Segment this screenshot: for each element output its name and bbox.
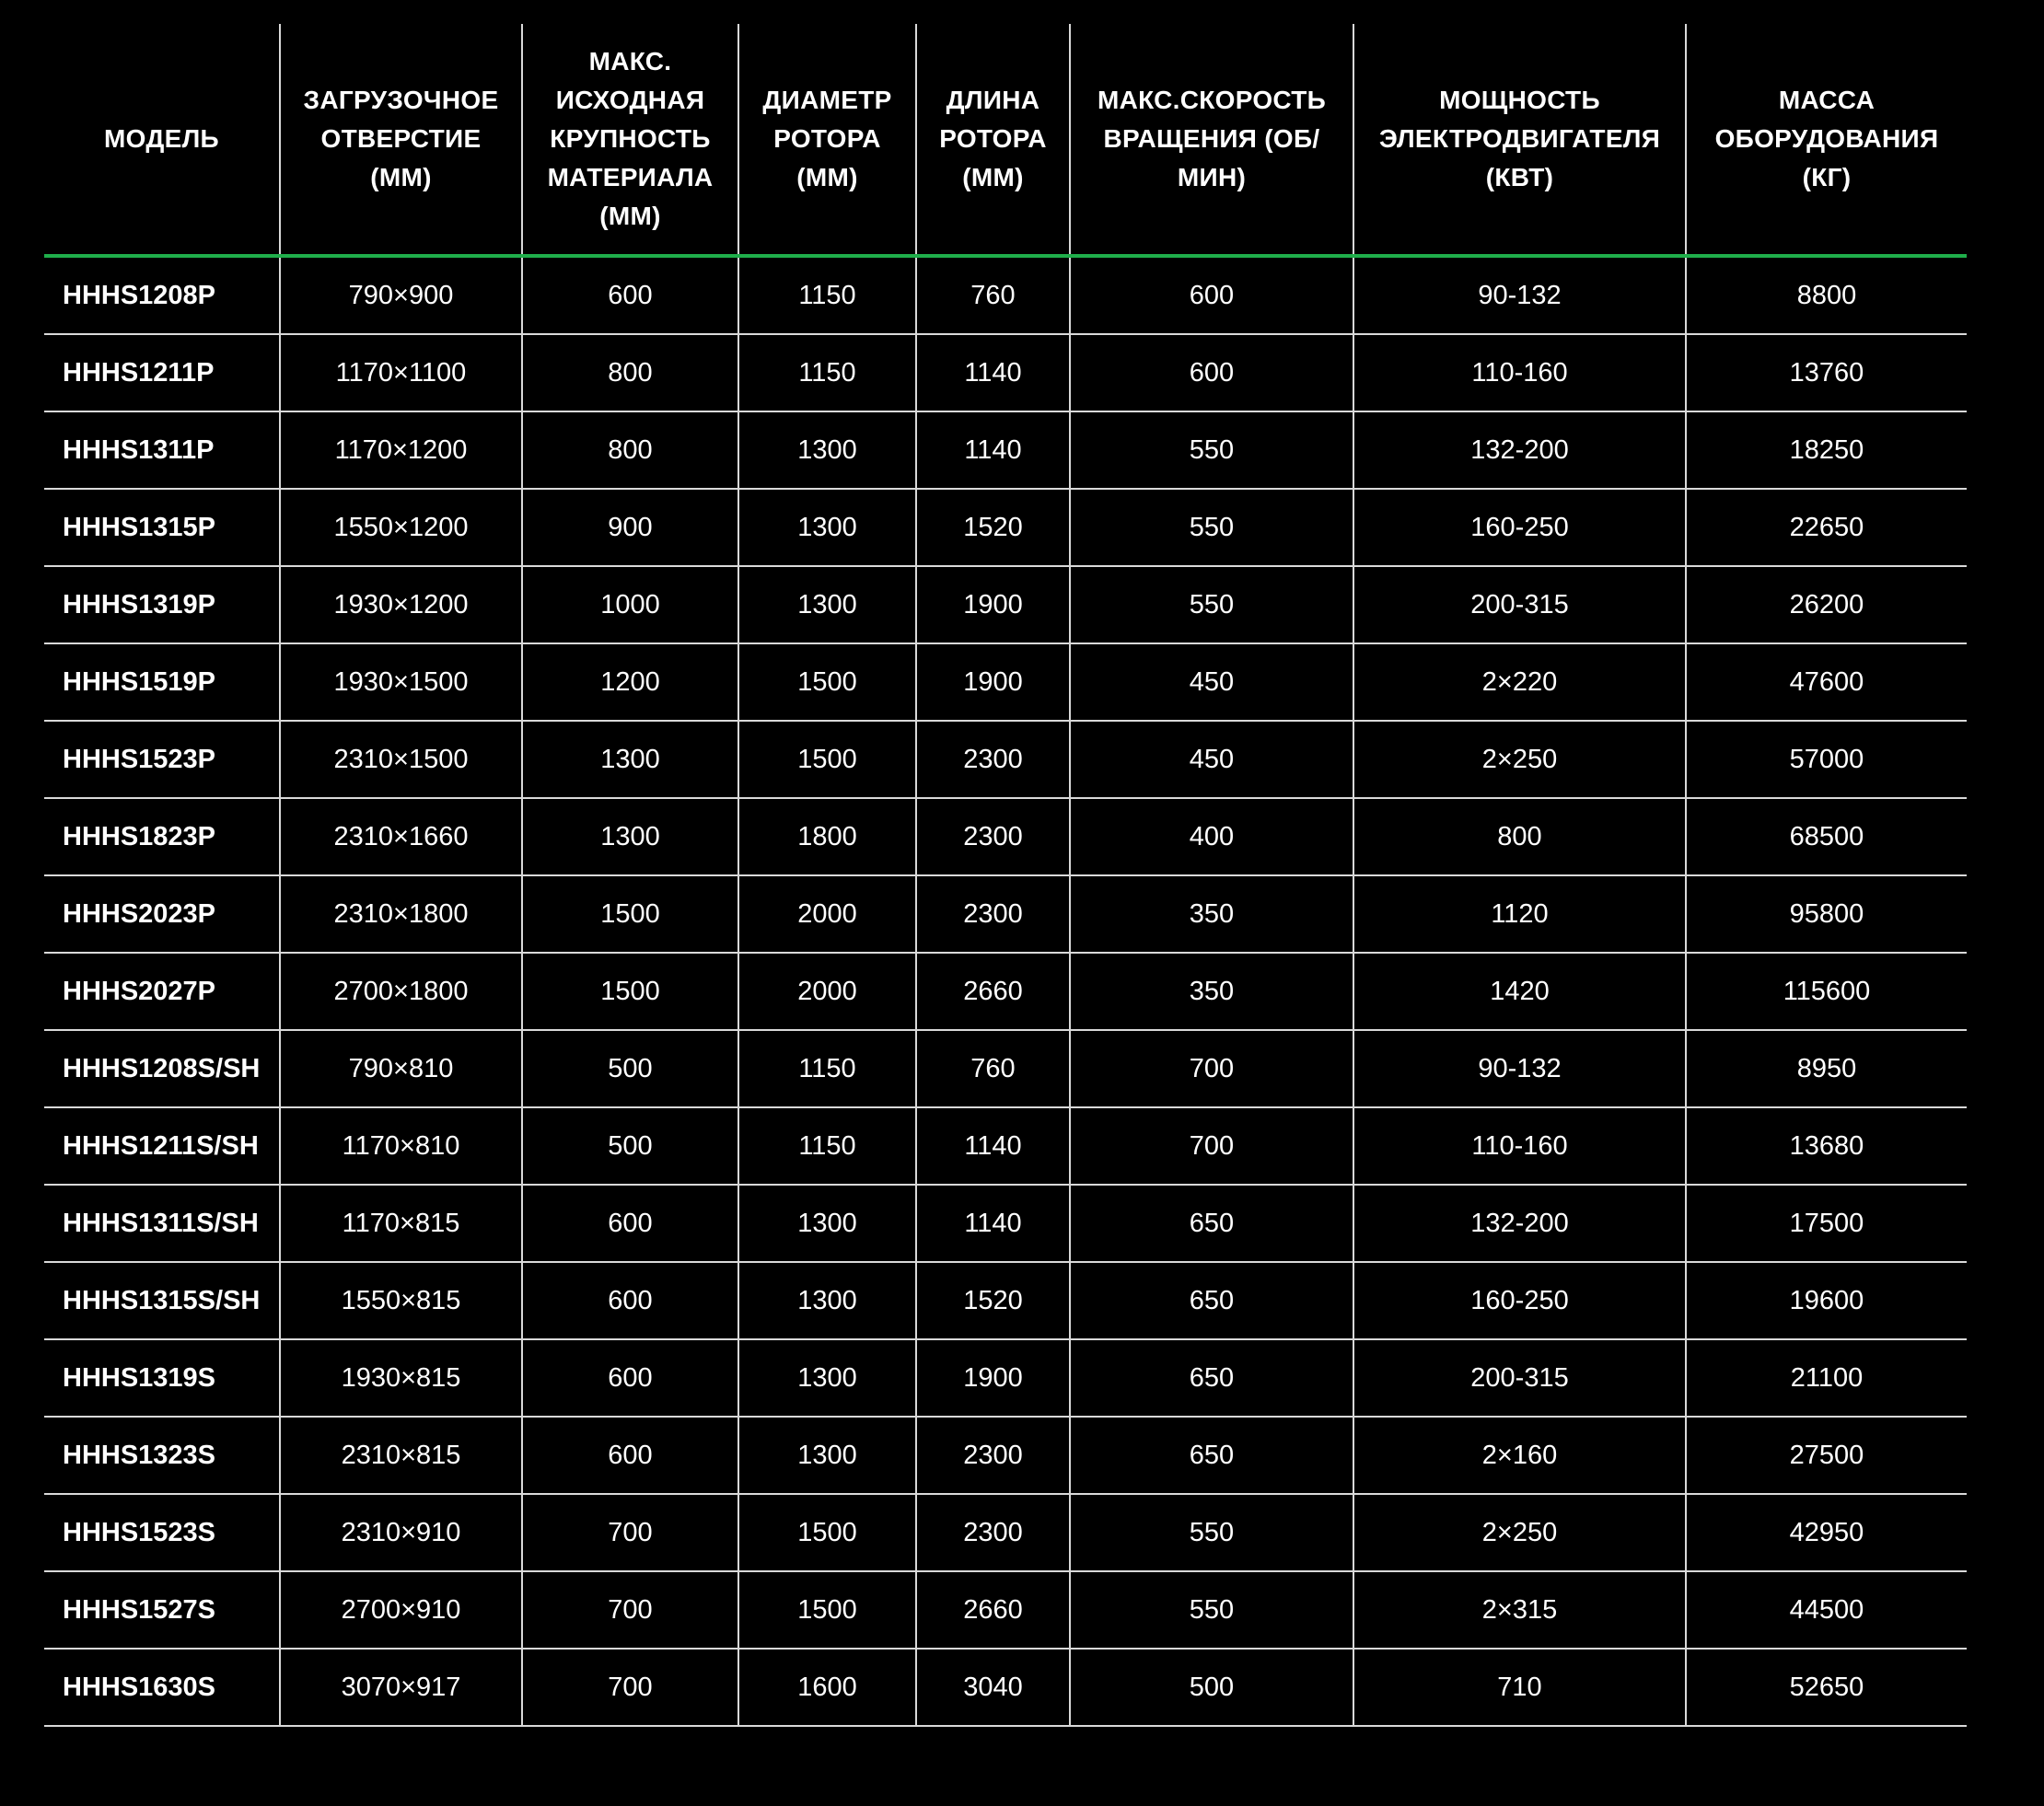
cell-max-rotation-speed: 650 <box>1070 1339 1353 1417</box>
header-rotor-diameter: ДИАМЕТР РОТОРА (ММ) <box>738 24 916 256</box>
table-row <box>44 1185 1967 1262</box>
header-max-rotation-speed: МАКС.СКОРОСТЬ ВРАЩЕНИЯ (ОБ/ МИН) <box>1070 24 1353 256</box>
cell-feed-opening: 1550×1200 <box>280 489 522 566</box>
cell-feed-opening: 2310×815 <box>280 1417 522 1494</box>
cell-max-rotation-speed: 700 <box>1070 1030 1353 1107</box>
cell-max-rotation-speed: 500 <box>1070 1649 1353 1726</box>
cell-max-feed-size: 500 <box>522 1030 738 1107</box>
cell-rotor-diameter: 1500 <box>738 1571 916 1649</box>
cell-max-rotation-speed: 550 <box>1070 489 1353 566</box>
cell-model: HHHS1211S/SH <box>44 1107 280 1185</box>
cell-motor-power: 160-250 <box>1353 489 1686 566</box>
cell-rotor-diameter: 1500 <box>738 1494 916 1571</box>
cell-motor-power: 90-132 <box>1353 256 1686 334</box>
header-max-feed-size: МАКС. ИСХОДНАЯ КРУПНОСТЬ МАТЕРИАЛА (ММ) <box>522 24 738 256</box>
cell-rotor-diameter: 1300 <box>738 411 916 489</box>
cell-motor-power: 800 <box>1353 798 1686 875</box>
cell-model: HHHS1523P <box>44 721 280 798</box>
cell-rotor-diameter: 1300 <box>738 1417 916 1494</box>
cell-motor-power: 2×250 <box>1353 1494 1686 1571</box>
cell-max-feed-size: 700 <box>522 1649 738 1726</box>
cell-equipment-weight: 57000 <box>1686 721 1967 798</box>
header-row <box>44 24 1967 256</box>
cell-equipment-weight: 115600 <box>1686 953 1967 1030</box>
cell-feed-opening: 2310×1800 <box>280 875 522 953</box>
cell-equipment-weight: 26200 <box>1686 566 1967 643</box>
cell-feed-opening: 3070×917 <box>280 1649 522 1726</box>
cell-model: HHHS2023P <box>44 875 280 953</box>
cell-model: HHHS1311P <box>44 411 280 489</box>
cell-model: HHHS1519P <box>44 643 280 721</box>
table-row <box>44 566 1967 643</box>
cell-motor-power: 110-160 <box>1353 1107 1686 1185</box>
cell-feed-opening: 2700×1800 <box>280 953 522 1030</box>
cell-equipment-weight: 47600 <box>1686 643 1967 721</box>
cell-max-feed-size: 800 <box>522 411 738 489</box>
cell-rotor-diameter: 1600 <box>738 1649 916 1726</box>
cell-max-rotation-speed: 550 <box>1070 1571 1353 1649</box>
table-row <box>44 798 1967 875</box>
table-row <box>44 721 1967 798</box>
header-equipment-weight: МАССА ОБОРУДОВАНИЯ (КГ) <box>1686 24 1967 256</box>
cell-max-feed-size: 500 <box>522 1107 738 1185</box>
cell-feed-opening: 1930×1500 <box>280 643 522 721</box>
cell-equipment-weight: 68500 <box>1686 798 1967 875</box>
cell-motor-power: 160-250 <box>1353 1262 1686 1339</box>
table-row <box>44 334 1967 411</box>
cell-motor-power: 132-200 <box>1353 1185 1686 1262</box>
cell-feed-opening: 1170×815 <box>280 1185 522 1262</box>
cell-max-rotation-speed: 400 <box>1070 798 1353 875</box>
cell-equipment-weight: 17500 <box>1686 1185 1967 1262</box>
cell-equipment-weight: 18250 <box>1686 411 1967 489</box>
cell-rotor-length: 2300 <box>916 1417 1070 1494</box>
cell-feed-opening: 1930×1200 <box>280 566 522 643</box>
cell-rotor-length: 1140 <box>916 411 1070 489</box>
cell-equipment-weight: 42950 <box>1686 1494 1967 1571</box>
cell-feed-opening: 1170×810 <box>280 1107 522 1185</box>
cell-max-rotation-speed: 600 <box>1070 256 1353 334</box>
cell-model: HHHS1315P <box>44 489 280 566</box>
cell-model: HHHS1527S <box>44 1571 280 1649</box>
cell-rotor-diameter: 1150 <box>738 1107 916 1185</box>
cell-model: HHHS1630S <box>44 1649 280 1726</box>
cell-model: HHHS1319P <box>44 566 280 643</box>
cell-max-rotation-speed: 650 <box>1070 1185 1353 1262</box>
cell-rotor-diameter: 1800 <box>738 798 916 875</box>
cell-max-rotation-speed: 450 <box>1070 643 1353 721</box>
cell-feed-opening: 2700×910 <box>280 1571 522 1649</box>
cell-feed-opening: 2310×1660 <box>280 798 522 875</box>
cell-rotor-diameter: 1500 <box>738 643 916 721</box>
cell-max-feed-size: 600 <box>522 1185 738 1262</box>
header-motor-power: МОЩНОСТЬ ЭЛЕКТРОДВИГАТЕЛЯ (КВТ) <box>1353 24 1686 256</box>
table-row <box>44 1107 1967 1185</box>
cell-rotor-length: 2300 <box>916 798 1070 875</box>
table-row <box>44 1339 1967 1417</box>
cell-model: HHHS1823P <box>44 798 280 875</box>
cell-max-rotation-speed: 550 <box>1070 411 1353 489</box>
cell-max-feed-size: 900 <box>522 489 738 566</box>
cell-rotor-diameter: 1150 <box>738 1030 916 1107</box>
cell-motor-power: 132-200 <box>1353 411 1686 489</box>
cell-rotor-length: 1520 <box>916 489 1070 566</box>
cell-rotor-length: 2300 <box>916 721 1070 798</box>
header-model: МОДЕЛЬ <box>44 24 280 256</box>
table-header <box>44 24 1967 256</box>
cell-model: HHHS1208S/SH <box>44 1030 280 1107</box>
cell-rotor-length: 2660 <box>916 953 1070 1030</box>
cell-max-feed-size: 600 <box>522 1262 738 1339</box>
table-row <box>44 256 1967 334</box>
table-row <box>44 1571 1967 1649</box>
cell-max-rotation-speed: 450 <box>1070 721 1353 798</box>
cell-equipment-weight: 22650 <box>1686 489 1967 566</box>
cell-rotor-diameter: 1300 <box>738 1339 916 1417</box>
cell-motor-power: 710 <box>1353 1649 1686 1726</box>
cell-equipment-weight: 21100 <box>1686 1339 1967 1417</box>
cell-model: HHHS1319S <box>44 1339 280 1417</box>
cell-max-feed-size: 1500 <box>522 875 738 953</box>
cell-rotor-length: 2300 <box>916 875 1070 953</box>
cell-model: HHHS1323S <box>44 1417 280 1494</box>
cell-motor-power: 1120 <box>1353 875 1686 953</box>
spec-table-container <box>44 24 1967 1727</box>
cell-rotor-diameter: 1300 <box>738 1185 916 1262</box>
cell-rotor-length: 1140 <box>916 334 1070 411</box>
header-rotor-length: ДЛИНА РОТОРА (ММ) <box>916 24 1070 256</box>
cell-max-feed-size: 600 <box>522 1417 738 1494</box>
cell-rotor-length: 1140 <box>916 1107 1070 1185</box>
cell-motor-power: 2×250 <box>1353 721 1686 798</box>
specifications-table <box>44 24 1967 1727</box>
cell-rotor-diameter: 1300 <box>738 566 916 643</box>
cell-equipment-weight: 95800 <box>1686 875 1967 953</box>
cell-equipment-weight: 44500 <box>1686 1571 1967 1649</box>
cell-model: HHHS2027P <box>44 953 280 1030</box>
cell-equipment-weight: 8800 <box>1686 256 1967 334</box>
table-body <box>44 256 1967 1726</box>
cell-feed-opening: 790×810 <box>280 1030 522 1107</box>
cell-motor-power: 200-315 <box>1353 566 1686 643</box>
cell-motor-power: 1420 <box>1353 953 1686 1030</box>
cell-model: HHHS1211P <box>44 334 280 411</box>
cell-max-feed-size: 600 <box>522 256 738 334</box>
cell-rotor-length: 1900 <box>916 566 1070 643</box>
cell-feed-opening: 1170×1200 <box>280 411 522 489</box>
cell-equipment-weight: 52650 <box>1686 1649 1967 1726</box>
table-row <box>44 953 1967 1030</box>
cell-equipment-weight: 19600 <box>1686 1262 1967 1339</box>
cell-motor-power: 2×160 <box>1353 1417 1686 1494</box>
cell-rotor-diameter: 1300 <box>738 489 916 566</box>
cell-rotor-length: 760 <box>916 256 1070 334</box>
cell-max-feed-size: 1300 <box>522 798 738 875</box>
cell-model: HHHS1523S <box>44 1494 280 1571</box>
cell-model: HHHS1208P <box>44 256 280 334</box>
cell-rotor-diameter: 1300 <box>738 1262 916 1339</box>
cell-max-feed-size: 1500 <box>522 953 738 1030</box>
cell-feed-opening: 790×900 <box>280 256 522 334</box>
cell-rotor-diameter: 2000 <box>738 875 916 953</box>
cell-rotor-length: 1140 <box>916 1185 1070 1262</box>
cell-max-rotation-speed: 700 <box>1070 1107 1353 1185</box>
table-row <box>44 489 1967 566</box>
cell-max-feed-size: 700 <box>522 1571 738 1649</box>
cell-motor-power: 110-160 <box>1353 334 1686 411</box>
cell-rotor-diameter: 2000 <box>738 953 916 1030</box>
cell-rotor-diameter: 1150 <box>738 256 916 334</box>
cell-max-rotation-speed: 350 <box>1070 875 1353 953</box>
table-row <box>44 1649 1967 1726</box>
cell-feed-opening: 2310×910 <box>280 1494 522 1571</box>
table-row <box>44 1494 1967 1571</box>
cell-max-rotation-speed: 650 <box>1070 1417 1353 1494</box>
cell-max-rotation-speed: 550 <box>1070 1494 1353 1571</box>
cell-max-rotation-speed: 350 <box>1070 953 1353 1030</box>
cell-motor-power: 90-132 <box>1353 1030 1686 1107</box>
cell-max-feed-size: 600 <box>522 1339 738 1417</box>
cell-rotor-diameter: 1500 <box>738 721 916 798</box>
table-row <box>44 875 1967 953</box>
cell-max-feed-size: 1000 <box>522 566 738 643</box>
table-row <box>44 1417 1967 1494</box>
table-row <box>44 1030 1967 1107</box>
cell-equipment-weight: 13760 <box>1686 334 1967 411</box>
cell-rotor-diameter: 1150 <box>738 334 916 411</box>
table-row <box>44 411 1967 489</box>
cell-max-rotation-speed: 600 <box>1070 334 1353 411</box>
cell-feed-opening: 1170×1100 <box>280 334 522 411</box>
cell-equipment-weight: 27500 <box>1686 1417 1967 1494</box>
cell-rotor-length: 3040 <box>916 1649 1070 1726</box>
cell-rotor-length: 760 <box>916 1030 1070 1107</box>
cell-max-feed-size: 1200 <box>522 643 738 721</box>
cell-equipment-weight: 8950 <box>1686 1030 1967 1107</box>
cell-feed-opening: 1550×815 <box>280 1262 522 1339</box>
table-row <box>44 643 1967 721</box>
header-feed-opening: ЗАГРУЗОЧНОЕ ОТВЕРСТИЕ (ММ) <box>280 24 522 256</box>
cell-rotor-length: 1520 <box>916 1262 1070 1339</box>
cell-rotor-length: 2300 <box>916 1494 1070 1571</box>
cell-max-rotation-speed: 550 <box>1070 566 1353 643</box>
cell-max-rotation-speed: 650 <box>1070 1262 1353 1339</box>
cell-motor-power: 2×220 <box>1353 643 1686 721</box>
cell-equipment-weight: 13680 <box>1686 1107 1967 1185</box>
cell-rotor-length: 2660 <box>916 1571 1070 1649</box>
cell-model: HHHS1315S/SH <box>44 1262 280 1339</box>
cell-feed-opening: 1930×815 <box>280 1339 522 1417</box>
cell-rotor-length: 1900 <box>916 1339 1070 1417</box>
cell-max-feed-size: 1300 <box>522 721 738 798</box>
cell-feed-opening: 2310×1500 <box>280 721 522 798</box>
cell-rotor-length: 1900 <box>916 643 1070 721</box>
table-row <box>44 1262 1967 1339</box>
cell-model: HHHS1311S/SH <box>44 1185 280 1262</box>
cell-motor-power: 200-315 <box>1353 1339 1686 1417</box>
cell-motor-power: 2×315 <box>1353 1571 1686 1649</box>
cell-max-feed-size: 700 <box>522 1494 738 1571</box>
cell-max-feed-size: 800 <box>522 334 738 411</box>
